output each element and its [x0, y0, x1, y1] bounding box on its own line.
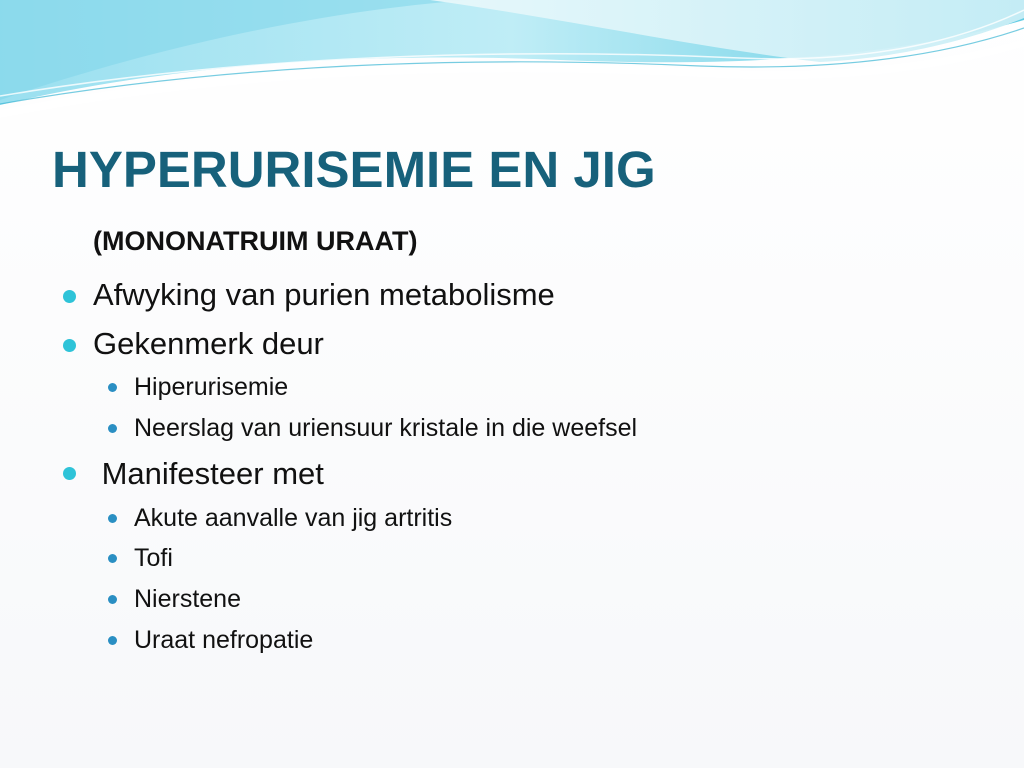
bullet-text: Afwyking van purien metabolisme — [93, 277, 555, 312]
bullet-dot-icon — [63, 339, 76, 352]
sub-bullet-dot-icon — [108, 636, 117, 645]
sub-bullet-dot-icon — [108, 595, 117, 604]
sub-bullet-text: Uraat nefropatie — [134, 626, 314, 654]
bullet-dot-icon — [63, 290, 76, 303]
bullet-text: Gekenmerk deur — [93, 326, 324, 361]
slide-title: HYPERURISEMIE EN JIG — [52, 141, 656, 198]
bullet-dot-icon — [63, 467, 76, 480]
sub-bullet-dot-icon — [108, 424, 117, 433]
sub-bullet-dot-icon — [108, 383, 117, 392]
sub-bullet-text: Tofi — [134, 544, 173, 572]
sub-bullet-dot-icon — [108, 514, 117, 523]
sub-bullet-text: Neerslag van uriensuur kristale in die weefsel — [134, 414, 638, 442]
bullet-text: Manifesteer met — [93, 456, 324, 491]
header-wave-decoration — [0, 0, 1024, 130]
sub-bullet-text: Hiperurisemie — [134, 373, 289, 401]
sub-bullet-dot-icon — [108, 554, 117, 563]
sub-bullet-text: Nierstene — [134, 585, 241, 613]
slide-subtitle: (MONONATRUIM URAAT) — [93, 226, 418, 256]
sub-bullet-text: Akute aanvalle van jig artritis — [134, 504, 453, 532]
